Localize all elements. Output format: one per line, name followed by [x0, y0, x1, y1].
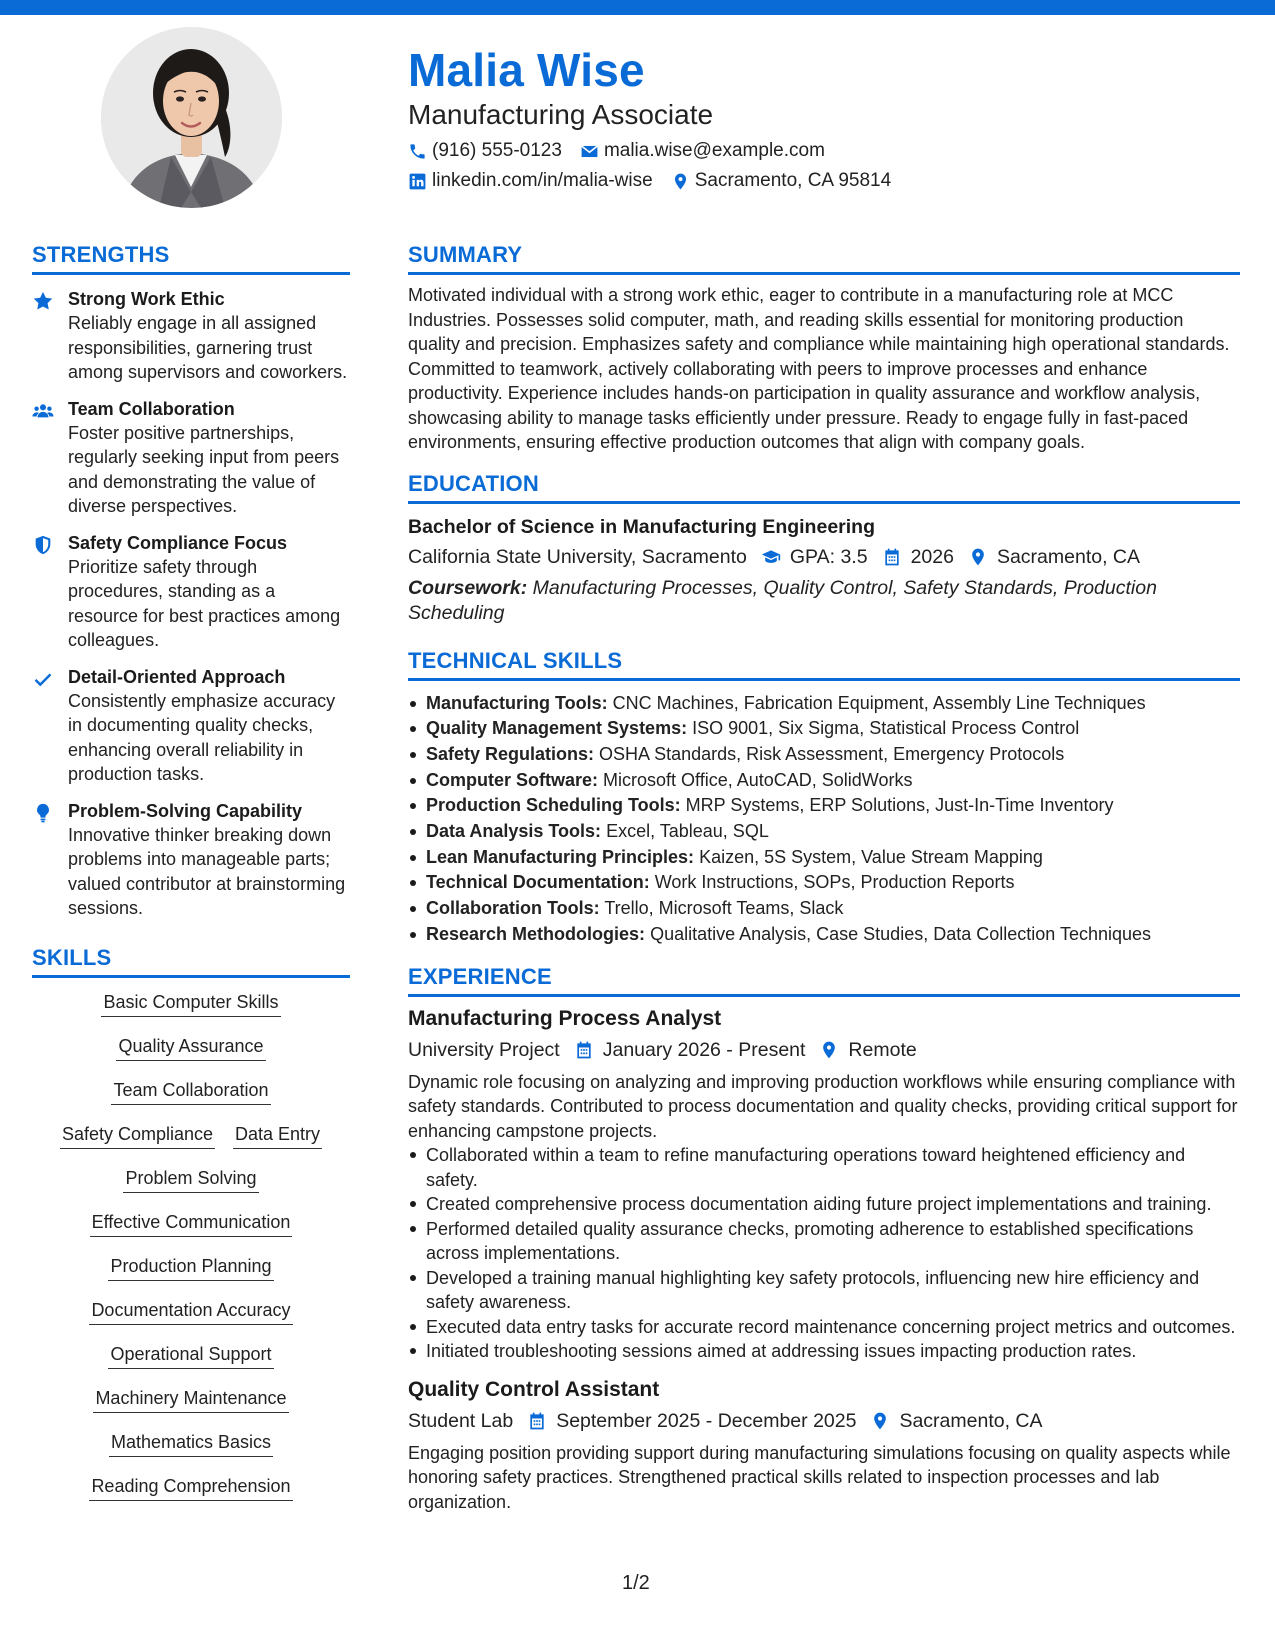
- skill-chip: Reading Comprehension: [89, 1474, 292, 1501]
- skill-chip: Quality Assurance: [116, 1034, 265, 1061]
- technical-skill-item: [408, 870, 1240, 896]
- experience-section: [408, 962, 1240, 1515]
- page-number: 1/2: [622, 1572, 650, 1594]
- linkedin-icon: [408, 172, 427, 191]
- technical-skill-value: Work Instructions, SOPs, Production Reports: [654, 872, 1015, 893]
- left-column: [32, 240, 350, 1518]
- strength-title: Safety Compliance Focus: [68, 532, 288, 553]
- skill-row: [32, 1210, 350, 1237]
- technical-skill-value: Excel, Tableau, SQL: [606, 821, 769, 842]
- technical-skill-value: ISO 9001, Six Sigma, Statistical Process Control: [692, 718, 1080, 739]
- technical-skill-value: Trello, Microsoft Teams, Slack: [604, 898, 844, 919]
- strength-item: [32, 665, 350, 787]
- technical-skill-label: Quality Management Systems:: [426, 718, 688, 739]
- candidate-role: Manufacturing Associate: [408, 99, 714, 130]
- job-location: [870, 1407, 1042, 1435]
- technical-skills-heading: TECHNICAL SKILLS: [408, 646, 1240, 681]
- avatar: [101, 27, 282, 208]
- skill-chip: Effective Communication: [90, 1210, 293, 1237]
- location-text: Sacramento, CA 95814: [694, 170, 892, 191]
- strength-title: Strong Work Ethic: [68, 289, 225, 309]
- technical-skill-label: Technical Documentation:: [426, 872, 650, 893]
- experience-heading: EXPERIENCE: [408, 962, 1240, 997]
- map-pin-icon: [870, 1411, 890, 1431]
- job-org: [408, 1407, 513, 1435]
- skill-chip: Operational Support: [108, 1342, 273, 1369]
- job-title: Quality Control Assistant: [408, 1377, 660, 1401]
- technical-skills-section: [408, 646, 1240, 948]
- calendar-icon: [574, 1040, 594, 1060]
- graduation-cap-icon: [761, 547, 781, 567]
- contact-row-2: [408, 168, 1238, 194]
- skill-chip: Documentation Accuracy: [89, 1298, 292, 1325]
- education-section: [408, 469, 1240, 626]
- education-gpa: [761, 543, 868, 571]
- strength-title: Problem-Solving Capability: [68, 800, 303, 821]
- technical-skill-item: [408, 742, 1240, 768]
- technical-skill-item: [408, 793, 1240, 819]
- star-icon: [32, 290, 54, 312]
- job-meta: [408, 1036, 1240, 1064]
- technical-skill-label: Data Analysis Tools:: [426, 821, 602, 842]
- edu-location-text: Sacramento, CA: [996, 545, 1141, 568]
- job-org: [408, 1036, 560, 1064]
- strength-item: [32, 397, 350, 519]
- linkedin-text: linkedin.com/in/malia-wise: [432, 170, 653, 191]
- skill-chip: Basic Computer Skills: [101, 990, 280, 1017]
- technical-skill-item: [408, 691, 1240, 717]
- resume-header: [408, 42, 1238, 194]
- technical-skill-item: [408, 896, 1240, 922]
- technical-skill-value: Kaizen, 5S System, Value Stream Mapping: [699, 846, 1043, 867]
- technical-skill-label: Manufacturing Tools:: [426, 692, 608, 713]
- skill-row: [32, 1166, 350, 1193]
- job-bullet: Developed a training manual highlighting key safety protocols, influencing new hire efficiency and safety awareness.: [408, 1266, 1240, 1315]
- education-meta: [408, 543, 1240, 571]
- map-pin-icon: [968, 547, 988, 567]
- technical-skill-item: [408, 716, 1240, 742]
- map-pin-icon: [671, 172, 690, 191]
- users-icon: [32, 400, 54, 422]
- check-icon: [32, 668, 54, 690]
- calendar-icon: [882, 547, 902, 567]
- technical-skill-value: OSHA Standards, Risk Assessment, Emergency Protocols: [599, 743, 1065, 764]
- map-pin-icon: [819, 1040, 839, 1060]
- strength-description: Innovative thinker breaking down problems into manageable parts; valued contributor at brainstorming sessions.: [68, 824, 346, 918]
- skill-row: [32, 1430, 350, 1457]
- technical-skills-list: [408, 691, 1240, 948]
- job-title: Manufacturing Process Analyst: [408, 1006, 722, 1030]
- job-bullet: Executed data entry tasks for accurate record maintenance concerning project metrics and outcomes.: [408, 1315, 1240, 1340]
- technical-skill-label: Safety Regulations:: [426, 743, 595, 764]
- skill-row: [32, 1386, 350, 1413]
- summary-text: Motivated individual with a strong work ethic, eager to contribute in a manufacturing role at MCC Industries. Possesses solid computer, math, and reading skills essential for monitoring production quality and precision. Emphasizes safety and compliance while maintaining high operational standards. Committed to teamwork, actively collaborating with peers to improve processes and enhance productivity. Experience includes hands-on participation in quality assurance and workflow analysis, showcasing ability to manage tasks efficiently under pressure. Ready to engage fully in fast-paced environments, ensuring effective production outcomes that align with company goals.: [408, 285, 1230, 452]
- strength-description: Reliably engage in all assigned responsibilities, garnering trust among supervisors and coworkers.: [68, 313, 348, 382]
- job-dates: [574, 1036, 806, 1064]
- job-bullet: Initiated troubleshooting sessions aimed at addressing issues impacting production rates.: [408, 1339, 1240, 1364]
- technical-skill-label: Research Methodologies:: [426, 923, 646, 944]
- job-org-text: Student Lab: [408, 1409, 514, 1432]
- shield-icon: [32, 534, 54, 556]
- job-dates: [527, 1407, 856, 1435]
- experience-job: [408, 1005, 1240, 1364]
- profile-photo-illustration: [101, 27, 282, 208]
- job-description: Dynamic role focusing on analyzing and improving production workflows while ensuring compliance with safety standards. Contributed to process documentation and quality checks, providing critical support for enhancing campstone projects.: [408, 1071, 1238, 1141]
- summary-heading: SUMMARY: [408, 240, 1240, 275]
- education-school: [408, 543, 747, 571]
- education-heading: EDUCATION: [408, 469, 1240, 504]
- gpa-text: GPA: 3.5: [789, 545, 868, 568]
- calendar-icon: [527, 1411, 547, 1431]
- job-bullet: Created comprehensive process documentation aiding future project implementations and training.: [408, 1192, 1240, 1217]
- technical-skill-item: [408, 819, 1240, 845]
- skills-list: [32, 990, 350, 1518]
- skill-chip: Machinery Maintenance: [93, 1386, 288, 1413]
- technical-skill-value: Qualitative Analysis, Case Studies, Data Collection Techniques: [650, 923, 1152, 944]
- job-location-text: Remote: [848, 1038, 917, 1061]
- technical-skill-label: Collaboration Tools:: [426, 898, 600, 919]
- contact-phone: [408, 138, 562, 164]
- contact-email[interactable]: [580, 138, 825, 164]
- contact-row-1: [408, 138, 1238, 164]
- contact-location: [671, 168, 891, 194]
- strength-item: [32, 287, 350, 385]
- coursework: [408, 576, 1240, 626]
- strength-description: Prioritize safety through procedures, standing as a resource for best practices among colleagues.: [68, 556, 341, 650]
- coursework-text: Manufacturing Processes, Quality Control, Safety Standards, Production Scheduling: [408, 576, 1157, 624]
- contact-linkedin[interactable]: [408, 168, 653, 194]
- job-bullets: [408, 1143, 1240, 1364]
- skill-chip: Safety Compliance: [60, 1122, 215, 1149]
- year-text: 2026: [910, 545, 954, 568]
- email-text: malia.wise@example.com: [603, 140, 825, 161]
- top-accent-bar: [0, 0, 1275, 15]
- job-bullet: Collaborated within a team to refine manufacturing operations toward heightened efficiency and safety.: [408, 1143, 1240, 1192]
- skill-row: [32, 1298, 350, 1325]
- lightbulb-icon: [32, 802, 54, 824]
- education-location: [968, 543, 1140, 571]
- strength-item: [32, 531, 350, 653]
- right-column: [408, 240, 1240, 1514]
- experience-job: [408, 1376, 1240, 1515]
- job-meta: [408, 1407, 1240, 1435]
- skill-chip: Mathematics Basics: [109, 1430, 273, 1457]
- strength-title: Detail-Oriented Approach: [68, 666, 286, 687]
- job-org-text: University Project: [408, 1038, 560, 1061]
- school-name: California State University, Sacramento: [408, 545, 747, 568]
- job-dates-text: September 2025 - December 2025: [556, 1409, 857, 1432]
- skill-row: [32, 1474, 350, 1501]
- technical-skill-value: MRP Systems, ERP Solutions, Just-In-Time Inventory: [685, 795, 1114, 816]
- strength-title: Team Collaboration: [68, 398, 235, 419]
- job-bullet: Performed detailed quality assurance checks, promoting adherence to established specifications across implementations.: [408, 1217, 1240, 1266]
- technical-skill-value: CNC Machines, Fabrication Equipment, Assembly Line Techniques: [612, 692, 1146, 713]
- technical-skill-label: Computer Software:: [426, 769, 599, 790]
- skill-chip: Production Planning: [108, 1254, 273, 1281]
- experience-jobs: [408, 1005, 1240, 1515]
- skill-chip: Problem Solving: [123, 1166, 258, 1193]
- job-dates-text: January 2026 - Present: [602, 1038, 806, 1061]
- technical-skill-item: [408, 768, 1240, 794]
- technical-skill-label: Lean Manufacturing Principles:: [426, 846, 695, 867]
- job-location-text: Sacramento, CA: [899, 1409, 1043, 1432]
- skill-row: [32, 1078, 350, 1105]
- skill-row: [32, 1034, 350, 1061]
- skills-heading: SKILLS: [32, 943, 350, 978]
- job-description: Engaging position providing support during manufacturing simulations focusing on quality aspects while honoring safety practices. Strengthened practical skills related to inspection processes and lab organization.: [408, 1442, 1231, 1512]
- envelope-icon: [580, 142, 599, 161]
- candidate-name: Malia Wise: [408, 44, 645, 96]
- strengths-heading: STRENGTHS: [32, 240, 350, 275]
- skill-row: [32, 1342, 350, 1369]
- skill-chip: Team Collaboration: [111, 1078, 270, 1105]
- phone-icon: [408, 142, 427, 161]
- technical-skill-value: Microsoft Office, AutoCAD, SolidWorks: [603, 769, 913, 790]
- job-location: [819, 1036, 916, 1064]
- skill-row: [32, 990, 350, 1017]
- skill-row: [32, 1254, 350, 1281]
- education-degree: Bachelor of Science in Manufacturing Engineering: [408, 515, 875, 538]
- skill-chip: Data Entry: [233, 1122, 322, 1149]
- technical-skill-item: [408, 845, 1240, 871]
- education-year: [882, 543, 954, 571]
- skill-row: [32, 1122, 350, 1149]
- strength-item: [32, 799, 350, 921]
- phone-text: (916) 555-0123: [432, 140, 562, 161]
- strength-description: Foster positive partnerships, regularly seeking input from peers and demonstrating the value of diverse perspectives.: [68, 422, 340, 516]
- strength-description: Consistently emphasize accuracy in documenting quality checks, enhancing overall reliability in production tasks.: [68, 690, 336, 784]
- technical-skill-label: Production Scheduling Tools:: [426, 795, 681, 816]
- coursework-label: Coursework:: [408, 576, 528, 599]
- technical-skill-item: [408, 922, 1240, 948]
